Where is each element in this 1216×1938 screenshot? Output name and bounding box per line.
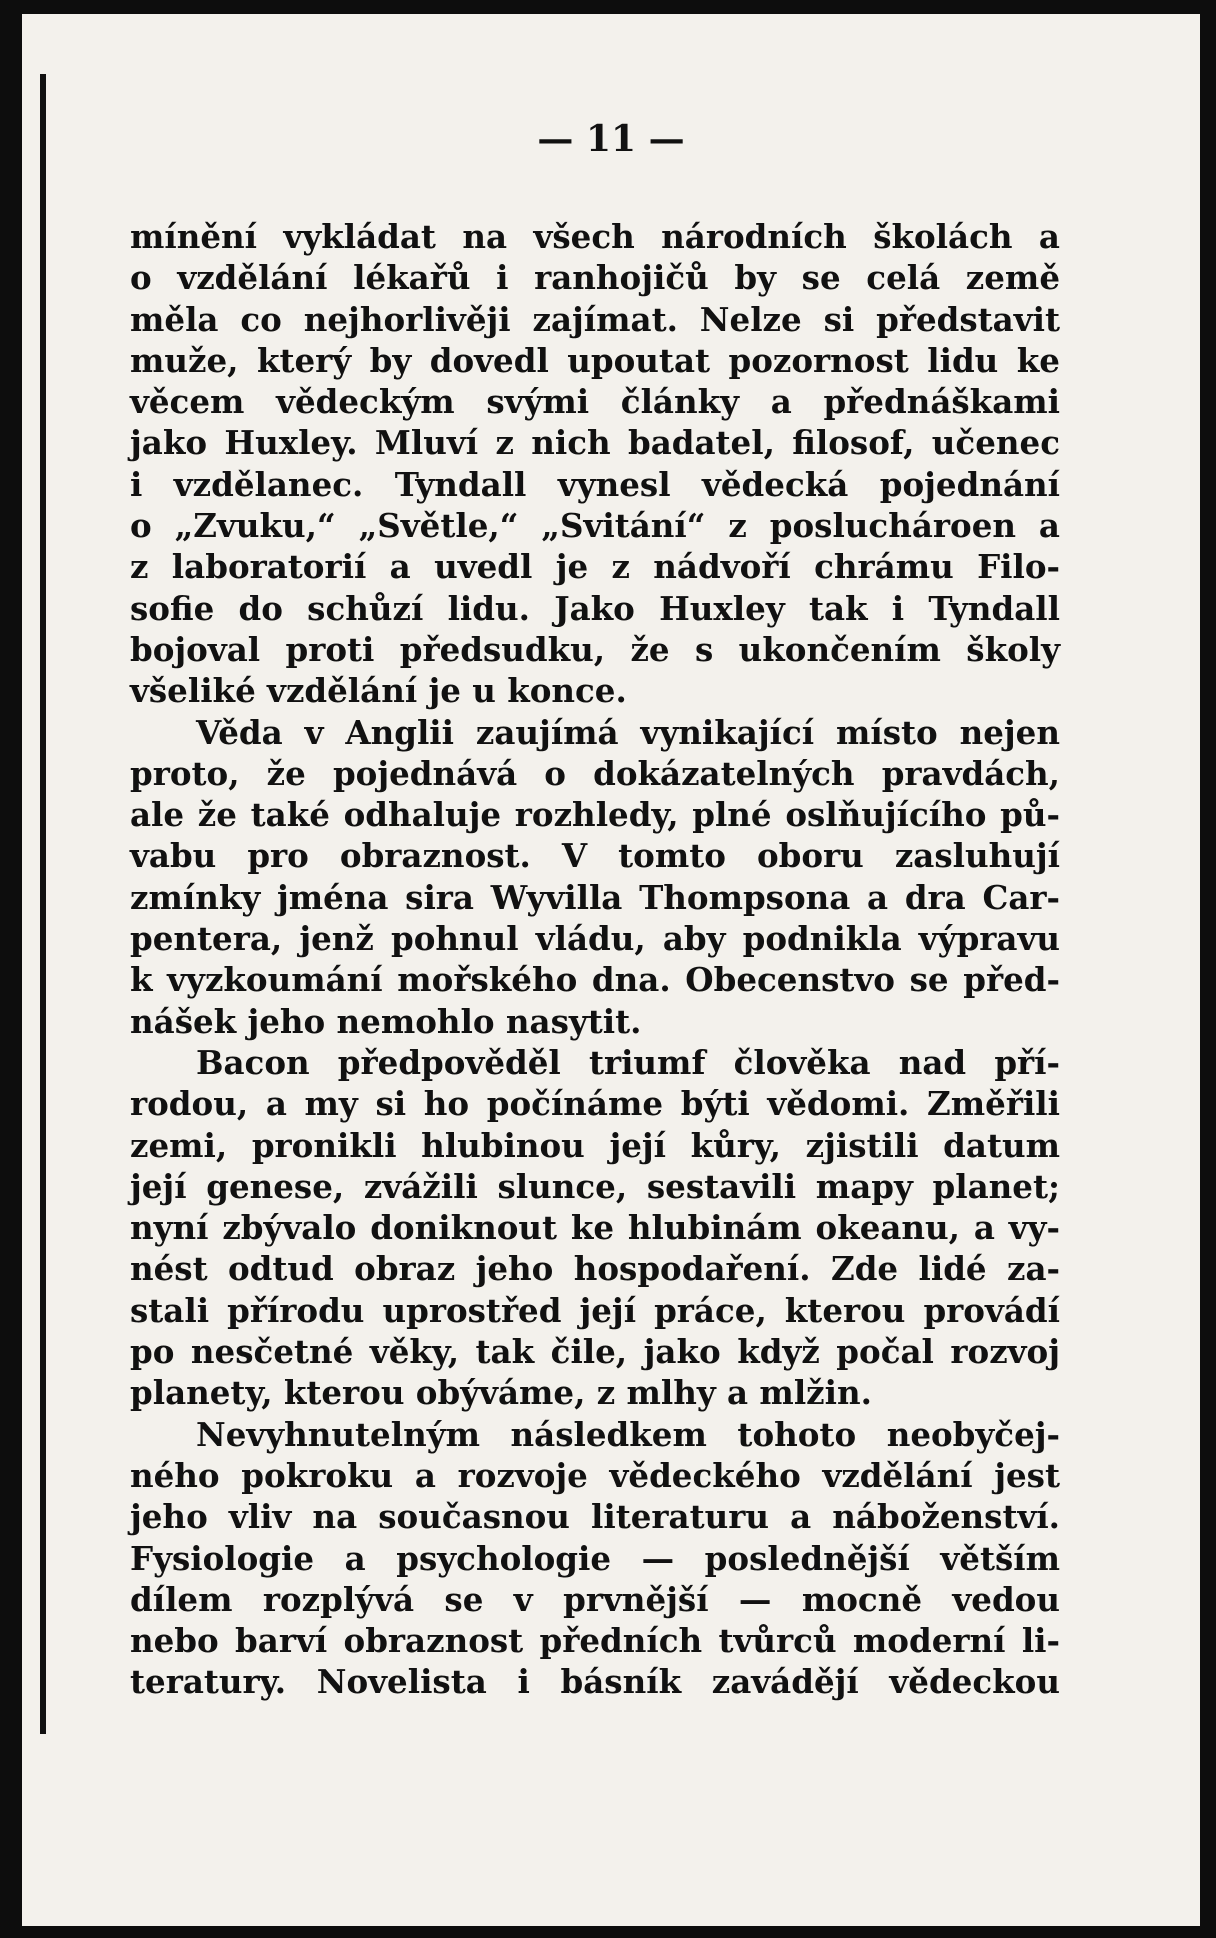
text-line: dílem rozplývá se v prvnější — mocně vedou	[130, 1579, 1060, 1619]
binding-edge	[40, 74, 46, 1734]
text-line: měla co nejhorlivěji zajímat. Nelze si představit	[130, 299, 1060, 339]
text-line: teratury. Novelista i básník zavádějí vědeckou	[130, 1662, 1060, 1702]
text-line: Nevyhnutelným následkem tohoto neobyčej-	[196, 1414, 1060, 1454]
text-line: zemi, pronikli hlubinou její kůry, zjistili datum	[130, 1125, 1060, 1165]
text-line: ného pokroku a rozvoje vědeckého vzdělání jest	[130, 1455, 1060, 1495]
text-line: o „Zvuku,“ „Světle,“ „Svitání“ z posluchároen a	[130, 506, 1060, 546]
text-line: nyní zbývalo doniknout ke hlubinám okeanu, a vy-	[130, 1208, 1060, 1248]
text-line: jako Huxley. Mluví z nich badatel, filosof, učenec	[130, 423, 1060, 463]
text-line: bojoval proti předsudku, že s ukončením školy	[130, 629, 1060, 669]
text-line: nášek jeho nemohlo nasytit.	[130, 1001, 642, 1041]
text-line: muže, který by dovedl upoutat pozornost lidu ke	[130, 340, 1060, 380]
text-line: všeliké vzdělání je u konce.	[130, 671, 627, 711]
text-line: nést odtud obraz jeho hospodaření. Zde lidé za-	[130, 1249, 1060, 1289]
text-line: proto, že pojednává o dokázatelných pravdách,	[130, 753, 1060, 793]
book-page	[22, 14, 1200, 1926]
page-number: — 11 —	[537, 118, 685, 160]
text-line: zmínky jména sira Wyvilla Thompsona a dra Car-	[130, 877, 1060, 917]
text-line: mínění vykládat na všech národních školách a	[130, 217, 1060, 256]
text-line: věcem vědeckým svými články a přednáškami	[130, 382, 1060, 422]
text-line: Bacon předpověděl triumf člověka nad pří-	[196, 1042, 1060, 1082]
text-line: rodou, a my si ho počínáme býti vědomi. Změřili	[130, 1084, 1060, 1124]
text-line: jeho vliv na současnou literaturu a náboženství.	[130, 1497, 1060, 1537]
text-line: planety, kterou obýváme, z mlhy a mlžin.	[130, 1373, 872, 1413]
text-line: Věda v Anglii zaujímá vynikající místo nejen	[196, 712, 1060, 752]
text-line: k vyzkoumání mořského dna. Obecenstvo se před-	[130, 960, 1060, 1000]
text-line: stali přírodu uprostřed její práce, kterou provádí	[130, 1290, 1060, 1330]
text-line: po nesčetné věky, tak čile, jako když počal rozvoj	[130, 1332, 1060, 1372]
text-line: nebo barví obraznost předních tvůrců moderní li-	[130, 1621, 1060, 1661]
text-line: její genese, zvážili slunce, sestavili mapy planet;	[130, 1166, 1060, 1206]
text-line: i vzdělanec. Tyndall vynesl vědecká pojednání	[130, 464, 1060, 504]
text-line: vabu pro obraznost. V tomto oboru zasluhují	[130, 836, 1060, 876]
text-line: ale že také odhaluje rozhledy, plné oslňujícího pů-	[130, 795, 1060, 835]
body-text	[130, 216, 1060, 1703]
text-line: pentera, jenž pohnul vládu, aby podnikla výpravu	[130, 919, 1060, 959]
text-line: Fysiologie a psychologie — poslednější větším	[130, 1538, 1060, 1578]
text-line: o vzdělání lékařů i ranhojičů by se celá země	[130, 258, 1060, 298]
text-line: sofie do schůzí lidu. Jako Huxley tak i Tyndall	[130, 588, 1060, 628]
text-line: z laboratorií a uvedl je z nádvoří chrámu Filo-	[130, 547, 1060, 587]
